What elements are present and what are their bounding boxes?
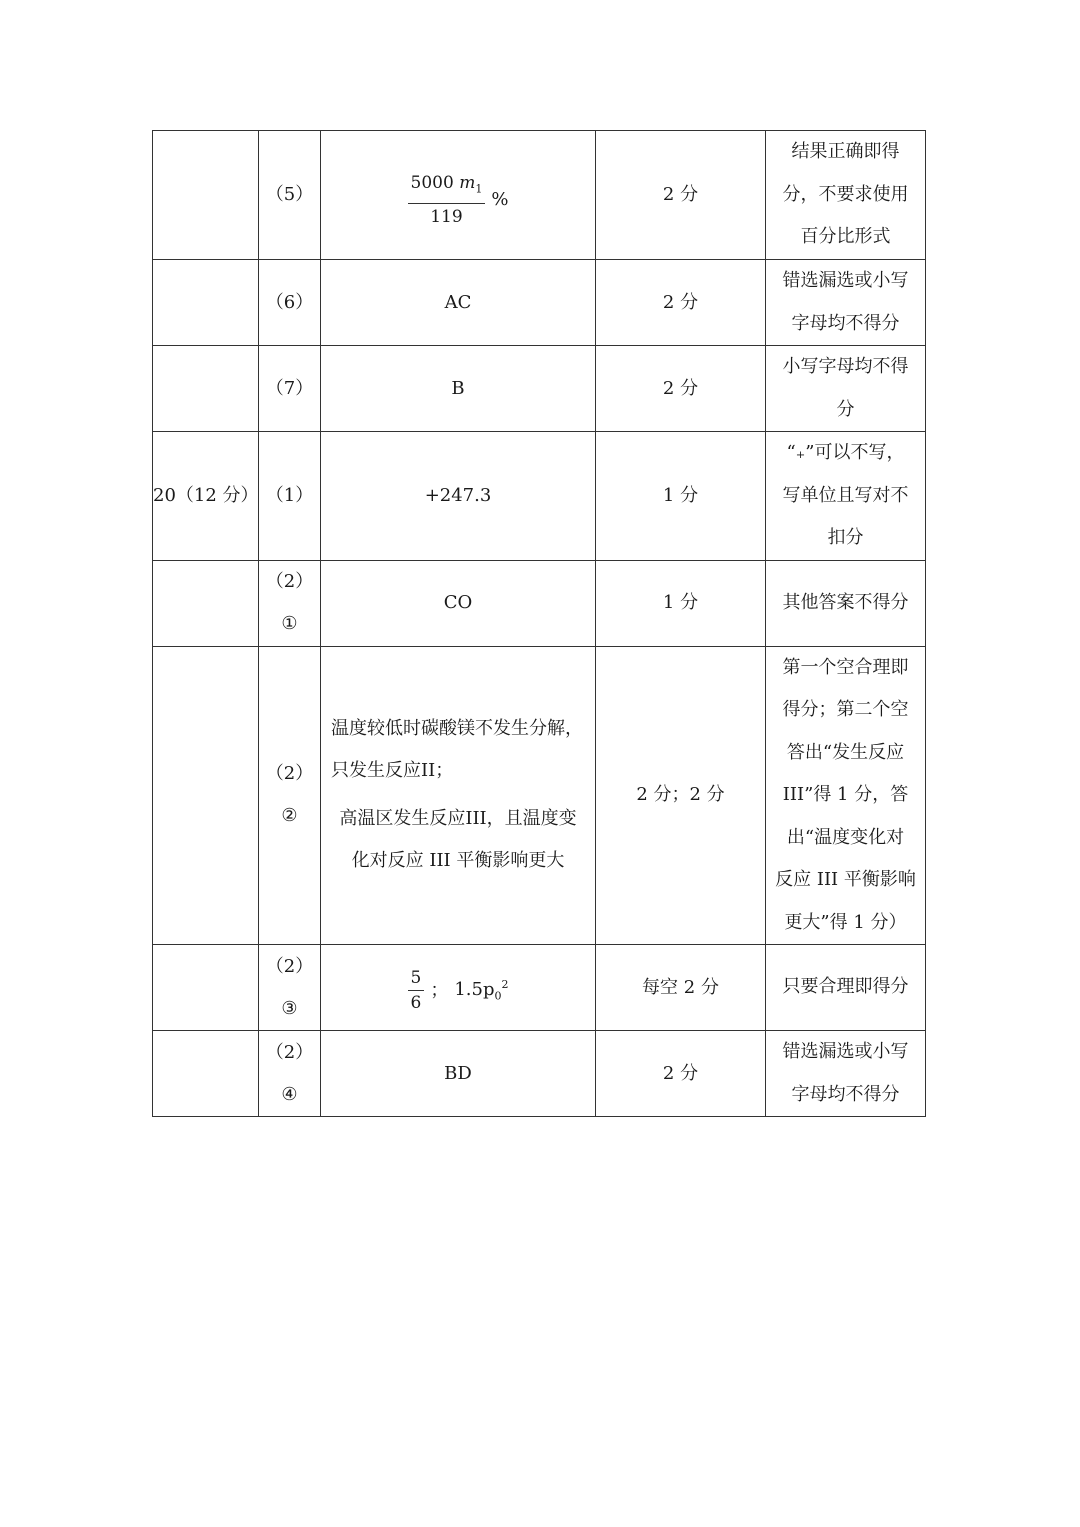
subquestion-circled-number: ④ [281,1083,298,1105]
fraction [408,172,486,227]
fraction-denominator: 6 [410,993,422,1014]
pressure-base: 1.5p [454,979,495,1001]
notes-cell [766,260,926,346]
question-cell [153,646,259,945]
note-line: 错选漏选或小写 [782,1041,909,1062]
subquestion-label: （2） [265,1041,314,1063]
subquestion-circled-number: ③ [281,997,298,1019]
note-line: 反应 III 平衡影响 [775,869,916,890]
subquestion-label: （1） [265,484,314,506]
answer-cell [321,131,596,260]
grading-table [152,130,926,1117]
subquestion-cell [259,560,321,646]
pressure-expression [454,964,508,1018]
note-line: 出“温度变化对 [786,826,905,848]
numerator-subscript: 1 [475,182,483,196]
notes-cell [766,945,926,1031]
note-line: III”得 1 分，答 [782,784,909,805]
pressure-subscript: 0 [494,989,502,1003]
note-line: 更大”得 1 分） [784,911,907,933]
fraction-answer [408,172,509,227]
answer-cell: BD [321,1031,596,1117]
table-row [153,346,926,432]
question-cell [153,260,259,346]
subquestion-label: （6） [265,291,314,313]
note-line: 小写字母均不得 [782,356,909,377]
note-line: 错选漏选或小写 [782,270,909,291]
subquestion-label: （7） [265,377,314,399]
note-line: 写单位且写对不 [782,484,909,506]
subquestion-circled-number: ① [281,613,298,634]
notes-cell [766,131,926,260]
subquestion-cell [259,432,321,561]
note-line: 其他答案不得分 [782,591,909,613]
note-line: 只要合理即得分 [782,976,909,998]
note-line: 第一个空合理即 [782,656,909,678]
answer-cell [321,646,596,945]
subquestion-label: （2） [265,571,314,592]
table-row [153,945,926,1031]
answer-cell: CO [321,560,596,646]
subquestion-cell [259,346,321,432]
score-cell: 2 分 [596,131,766,260]
note-line: 结果正确即得 [791,141,900,163]
notes-cell [766,646,926,945]
score-cell: 2 分 [596,260,766,346]
note-line: 分，不要求使用 [782,183,909,205]
note-line: 得分；第二个空 [782,699,909,720]
question-cell [153,945,259,1031]
note-line: 分 [836,398,855,420]
note-line: “₊”可以不写， [786,442,905,463]
note-line: 百分比形式 [800,226,891,248]
subquestion-cell [259,260,321,346]
subquestion-circled-number: ② [281,805,298,827]
question-cell [153,346,259,432]
notes-cell [766,432,926,561]
fraction [408,968,425,1013]
notes-cell [766,346,926,432]
subquestion-cell [259,945,321,1031]
fraction-numerator [408,172,486,203]
numerator-variable: m [459,173,476,194]
table-row [153,432,926,561]
score-cell: 1 分 [596,560,766,646]
fraction-numerator: 5 [408,968,425,991]
score-cell: 每空 2 分 [596,945,766,1031]
question-cell [153,131,259,260]
note-line: 扣分 [827,527,864,548]
subquestion-label: （2） [265,763,314,785]
fraction-answer [408,964,509,1018]
answer-line: 高温区发生反应III，且温度变化对反应 III 平衡影响更大 [339,808,577,872]
question-cell [153,560,259,646]
table-row [153,1031,926,1117]
question-cell: 20（12 分） [153,432,259,561]
notes-cell [766,1031,926,1117]
answer-cell: B [321,346,596,432]
subquestion-cell [259,1031,321,1117]
note-line: 答出“发生反应 [786,741,905,763]
numerator-number: 5000 [410,173,454,194]
question-cell [153,1031,259,1117]
answer-cell: AC [321,260,596,346]
score-cell: 2 分；2 分 [596,646,766,945]
table-row [153,646,926,945]
subquestion-cell [259,131,321,260]
answer-separator: ； [430,979,449,1001]
note-line: 字母均不得分 [791,312,900,334]
table-row [153,260,926,346]
score-cell: 2 分 [596,1031,766,1117]
score-cell: 1 分 [596,432,766,561]
answer-line: 温度较低时碳酸镁不发生分解，只发生反应II； [331,718,583,782]
score-cell: 2 分 [596,346,766,432]
subquestion-label: （5） [265,184,314,205]
fraction-denominator: 119 [430,206,463,227]
subquestion-label: （2） [265,955,314,977]
subquestion-cell [259,646,321,945]
answer-cell: +247.3 [321,432,596,561]
percent-sign: % [491,188,509,210]
answer-paragraph [321,708,595,882]
table-row [153,560,926,646]
answer-cell [321,945,596,1031]
pressure-exponent: 2 [501,978,509,992]
notes-cell [766,560,926,646]
note-line: 字母均不得分 [791,1083,900,1105]
table-row [153,131,926,260]
